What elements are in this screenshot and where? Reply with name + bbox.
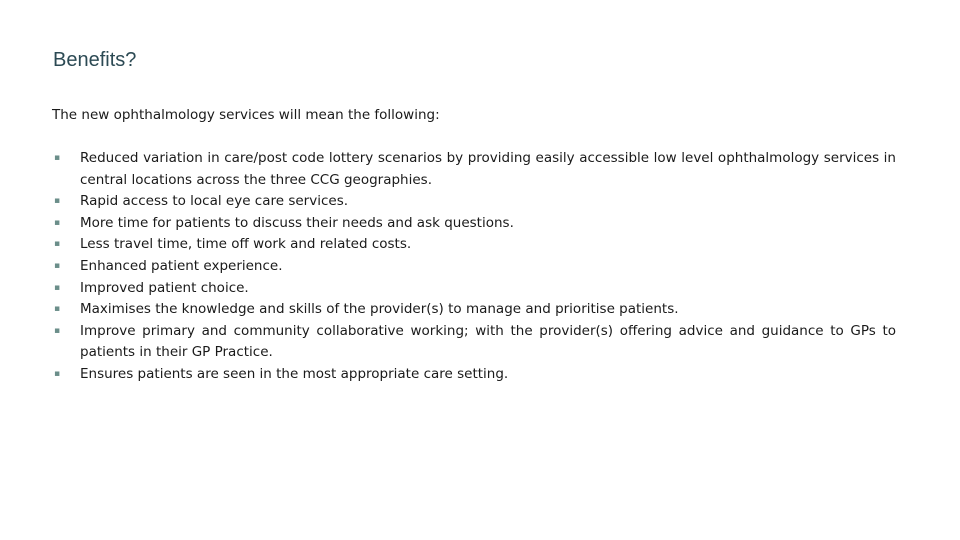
list-item: [52, 256, 896, 278]
list-item-text: Improve primary and community collaborative working; with the provider(s) offering advice and guidance to GPs to patients in their GP Practice.: [80, 322, 896, 361]
bullet-icon: ▪: [54, 282, 61, 293]
benefits-list: [52, 148, 896, 386]
list-item: [52, 213, 896, 235]
bullet-icon: ▪: [54, 153, 61, 163]
list-item-text: Maximises the knowledge and skills of the provider(s) to manage and prioritise patients.: [80, 301, 679, 318]
bullet-icon: ▪: [54, 304, 61, 315]
slide-title: Benefits?: [53, 49, 137, 71]
list-item: [52, 299, 896, 321]
bullet-icon: ▪: [54, 325, 61, 336]
list-item: [52, 278, 896, 300]
list-item-text: Ensures patients are seen in the most appropriate care setting.: [80, 365, 509, 382]
list-item: [52, 148, 896, 191]
bullet-icon: ▪: [54, 217, 61, 228]
intro-text: The new ophthalmology services will mean the following:: [52, 107, 440, 123]
list-item-text: Less travel time, time off work and related costs.: [80, 236, 412, 253]
list-item-text: Improved patient choice.: [80, 279, 249, 296]
list-item-text: Reduced variation in care/post code lottery scenarios by providing easily accessible low level ophthalmology services in central locations across the three CCG geographies.: [80, 150, 896, 188]
list-item: [52, 191, 896, 213]
bullet-icon: ▪: [54, 239, 61, 250]
bullet-icon: ▪: [54, 196, 61, 207]
bullet-icon: ▪: [54, 260, 61, 271]
bullet-icon: ▪: [54, 368, 61, 379]
list-item-text: Enhanced patient experience.: [80, 257, 283, 274]
list-item: [52, 364, 896, 386]
list-item: [52, 321, 896, 364]
list-item-text: More time for patients to discuss their needs and ask questions.: [80, 214, 514, 231]
list-item: [52, 234, 896, 256]
list-item-text: Rapid access to local eye care services.: [80, 193, 349, 210]
